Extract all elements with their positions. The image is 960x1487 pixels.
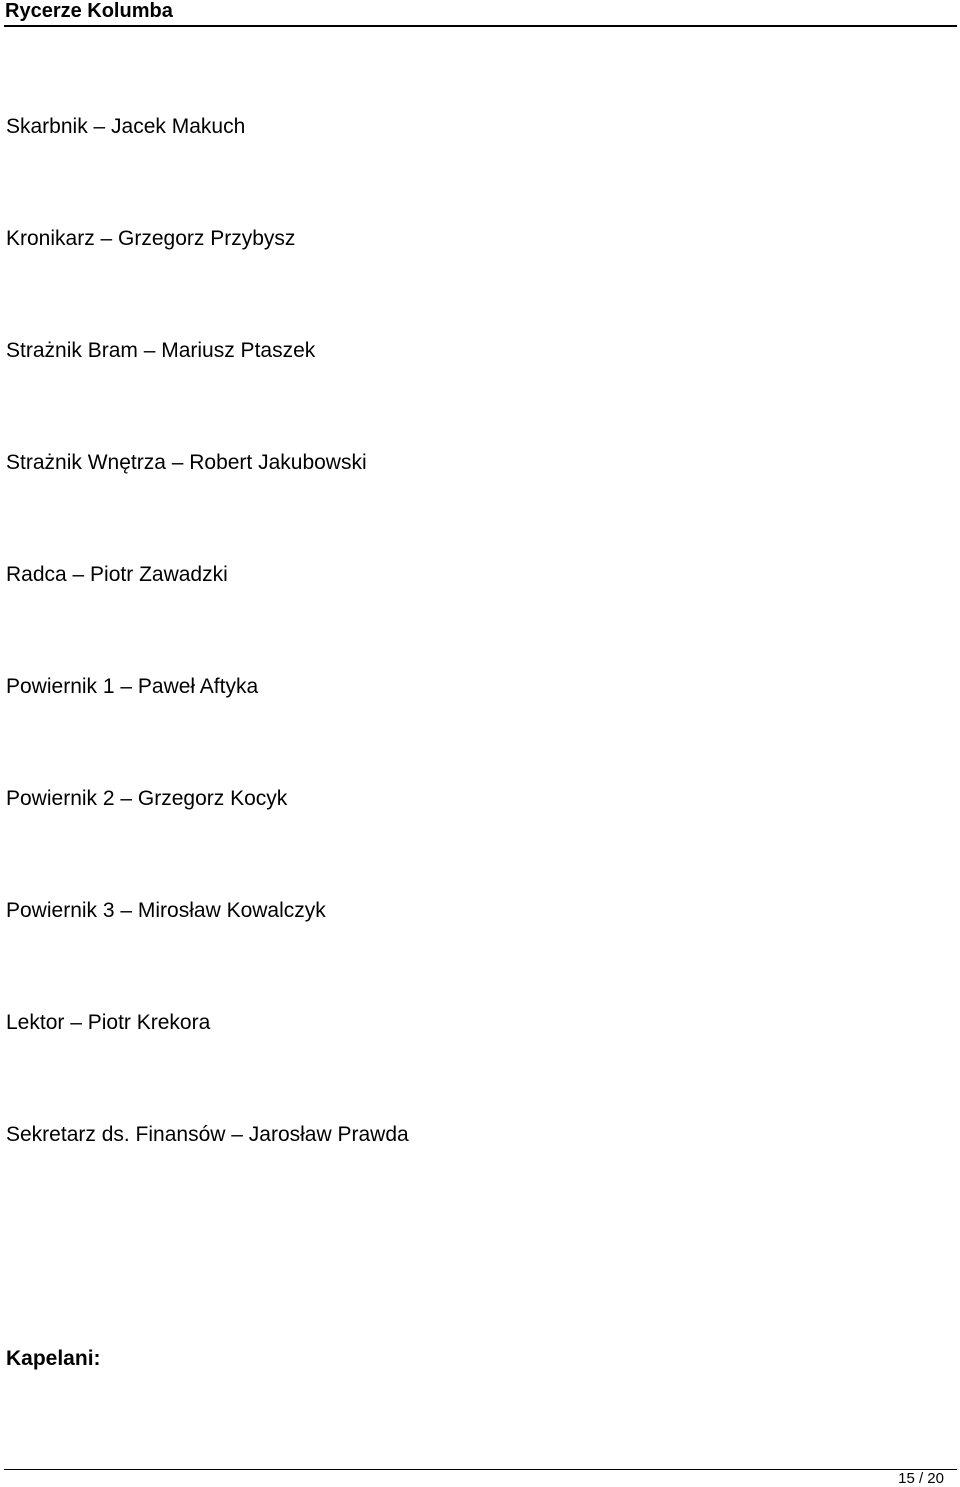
- list-item: Sekretarz ds. Finansów – Jarosław Prawda: [6, 1123, 409, 1146]
- header-divider: [4, 25, 957, 27]
- list-item: Powiernik 1 – Paweł Aftyka: [6, 675, 259, 698]
- list-item: Kronikarz – Grzegorz Przybysz: [6, 227, 296, 250]
- list-item: Skarbnik – Jacek Makuch: [6, 115, 246, 138]
- footer-divider: [4, 1469, 957, 1470]
- list-item: Powiernik 3 – Mirosław Kowalczyk: [6, 899, 326, 922]
- list-item: Lektor – Piotr Krekora: [6, 1011, 211, 1034]
- list-item: Strażnik Wnętrza – Robert Jakubowski: [6, 451, 367, 474]
- list-item: Strażnik Bram – Mariusz Ptaszek: [6, 339, 316, 362]
- list-item: Radca – Piotr Zawadzki: [6, 563, 228, 586]
- section-heading: Kapelani:: [6, 1347, 101, 1370]
- document-title: Rycerze Kolumba: [5, 0, 173, 22]
- page-number: 15 / 20: [898, 1470, 944, 1487]
- list-item: Powiernik 2 – Grzegorz Kocyk: [6, 787, 288, 810]
